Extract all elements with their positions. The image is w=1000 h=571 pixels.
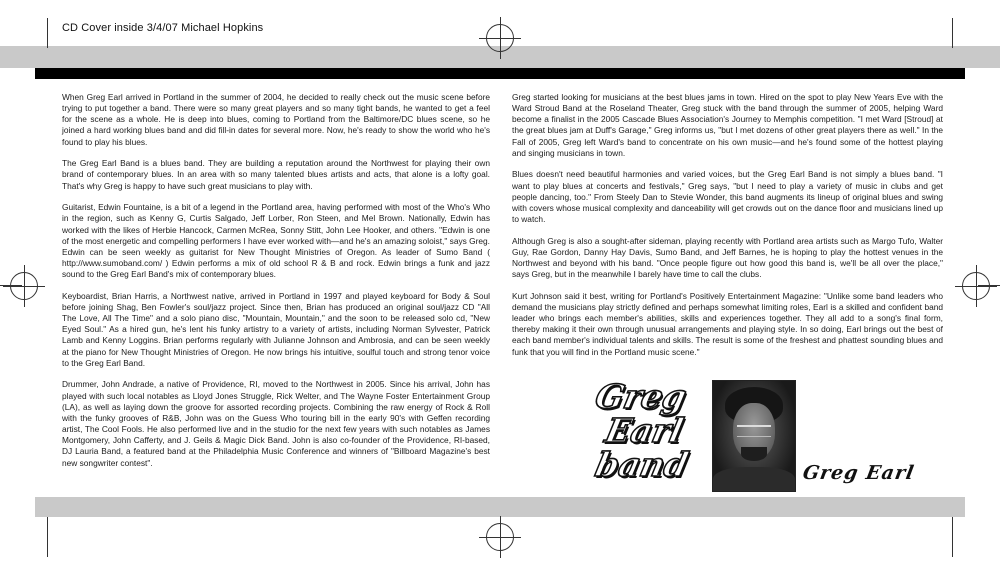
photo-glasses xyxy=(737,425,771,437)
crop-mark-top-left xyxy=(47,18,48,48)
logo-line: Earl xyxy=(601,411,687,450)
paragraph: Blues doesn't need beautiful harmonies and varied voices, but the Greg Earl Band is not simply a blues band. "I want to play blues at concerts and festivals," Greg says, "but I need to play a variety of music in clubs and get people dancing, too." From Steely Dan to Stevie Wonder, this band augments its lineup of original blues and swing with covers whose musical complexity and danceability will get crowds out on the dance floor and musicians lined up to watch. xyxy=(512,169,943,225)
registration-mark-bottom xyxy=(486,523,514,551)
photo-beard xyxy=(741,447,767,461)
paragraph: Drummer, John Andrade, a native of Providence, RI, moved to the Northwest in 2005. Since his arrival, John has played with such local notables as Lloyd Jones Struggle, Rick Welter, and The Wayne Foster Entertainment Group (LA), as well as laying down the groove for assorted recording projects. Combining the raw energy of Rock & Roll with the funky grooves of R&B, John was on the Guess Who touring bill in the early 90's with Geffen recording artist, The Cool Fools. He also performed live and in the studio for the next few years with such notables as James Montgomery, John Cafferty, and J. Geils & Magic Dick Band. John is also co-founder of the Providence, RI-based, DJ Lauria Band, a featured band at the Philadelphia Music Conference and winners of "Billboard Magazine's best new songwriter contest". xyxy=(62,379,490,468)
paragraph: The Greg Earl Band is a blues band. They are building a reputation around the Northwest for playing their own brand of contemporary blues. In an area with so many talented blues artists and acts, that alone is a lofty goal. That's why Greg is happy to have such great musicians to play with. xyxy=(62,158,490,191)
paragraph: Greg started looking for musicians at the best blues jams in town. Hired on the spot to play New Years Eve with the Ward Stroud Band at the Roseland Theater, Greg stuck with the band through the summer of 2005, helping Ward become a finalist in the 2005 Cascade Blues Association's Journey to Memphis competition. "I met Ward [Stroud] at the great blues jam at Duff's Garage," Greg informs us, "but I met dozens of other great players there as well." In the Fall of 2005, Greg left Ward's band to concentrate on his own music—and he's found some of the hottest playing and singing musicians in town. xyxy=(512,92,943,158)
portrait-photo xyxy=(712,380,796,492)
photo-shirt xyxy=(713,467,795,492)
crop-mark-bottom-left xyxy=(47,517,48,557)
band-logo xyxy=(591,377,692,492)
paragraph: Kurt Johnson said it best, writing for Portland's Positively Entertainment Magazine: "Unlike some band leaders who demand the musicians play strictly defined and perhaps somewhat limiting roles, Earl is a skilled and confident band leader who brings each member's abilities, skills and experiences together. They all add to a song's final form, thereby making it their own through unusual arrangements and playing style. In so doing, Earl brings out the best of each band member's individual talents and skills. The result is some of the freshest and phattest sounding blues and funk that you will find in the Portland music scene." xyxy=(512,290,943,357)
logo-line: band xyxy=(591,445,692,484)
registration-mark-right xyxy=(962,272,990,300)
paragraph: Guitarist, Edwin Fountaine, is a bit of a legend in the Portland area, having performed with most of the Who's Who in the region, such as Kenny G, Curtis Salgado, Jeff Lorber, Ron Steen, and Mel Brown. Nationally, Edwin has worked with the likes of Herbie Hancock, Carmen McRea, Sonny Stitt, John Lee Hooker, and others. "Edwin is one of the most energetic and compelling performers I have ever worked with—and he's an amazing soloist," says Greg. Edwin can be seen weekly as guitarist for New Thought Ministries of Oregon. As leader of Sumo Band ( http://www.sumoband.com/ ) Edwin performs a mix of old school R & B and rock. Edwin brings a funk and jazz sound to the Greg Earl Band's mix of contemporary blues. xyxy=(62,202,490,280)
crop-mark-top-right xyxy=(952,18,953,48)
top-black-band xyxy=(35,68,965,79)
paragraph: When Greg Earl arrived in Portland in the summer of 2004, he decided to really check out the music scene before trying to put together a band. There were so many great players and so many tight bands, he wanted to get a feel for the scene as a whole. He is deep into blues, coming to Portland from the Baltimore/DC blues scene, so he joined a hard working blues band and did fill-in dates for several more. Now, he's ready to show the world who he's found to play his blues. xyxy=(62,92,490,147)
header-note: CD Cover inside 3/4/07 Michael Hopkins xyxy=(62,22,264,34)
signature: Greg Earl xyxy=(801,462,917,484)
bottom-gray-band xyxy=(35,497,965,517)
paragraph: Keyboardist, Brian Harris, a Northwest native, arrived in Portland in 1997 and played keyboard for Body & Soul before joining Shag, Ben Fowler's soul/jazz project. Since then, Brian has produced an original soul/jazz CD "All The Love, All The Time" and a solo piano disc, "Mountain, Mountain," and the soon to be released solo cd, "New Eyed Soul." As a hired gun, he's lent his funky artistry to a variety of artists, including Norman Sylvester, Patrick Lamb and Kenny Loggins. Brian performs regularly with Julianne Johnson and Ambrosia, and can be seen weekly at the piano for New Thought Ministries of Oregon. He now brings his intuitive, soulful touch and strong tenor voice to the Greg Earl Band. xyxy=(62,290,490,368)
logo-line: Greg xyxy=(591,377,690,416)
registration-mark-left xyxy=(10,272,38,300)
registration-mark-top xyxy=(486,24,514,52)
paragraph: Although Greg is also a sought-after sideman, playing recently with Portland area artists such as Margo Tufo, Walter Guy, Rae Gordon, Danny Hay Davis, Sumo Band, and Jeff Barnes, he is hoping to play the hottest venues in the Northwest and beyond with his band. "Once people figure out how good this band is, we'll be all over the place," says Greg, but in the meanwhile I barely have time to call the clubs. xyxy=(512,235,943,280)
crop-mark-bottom-right xyxy=(952,517,953,557)
left-text-column xyxy=(62,92,490,479)
right-text-column xyxy=(512,92,943,368)
